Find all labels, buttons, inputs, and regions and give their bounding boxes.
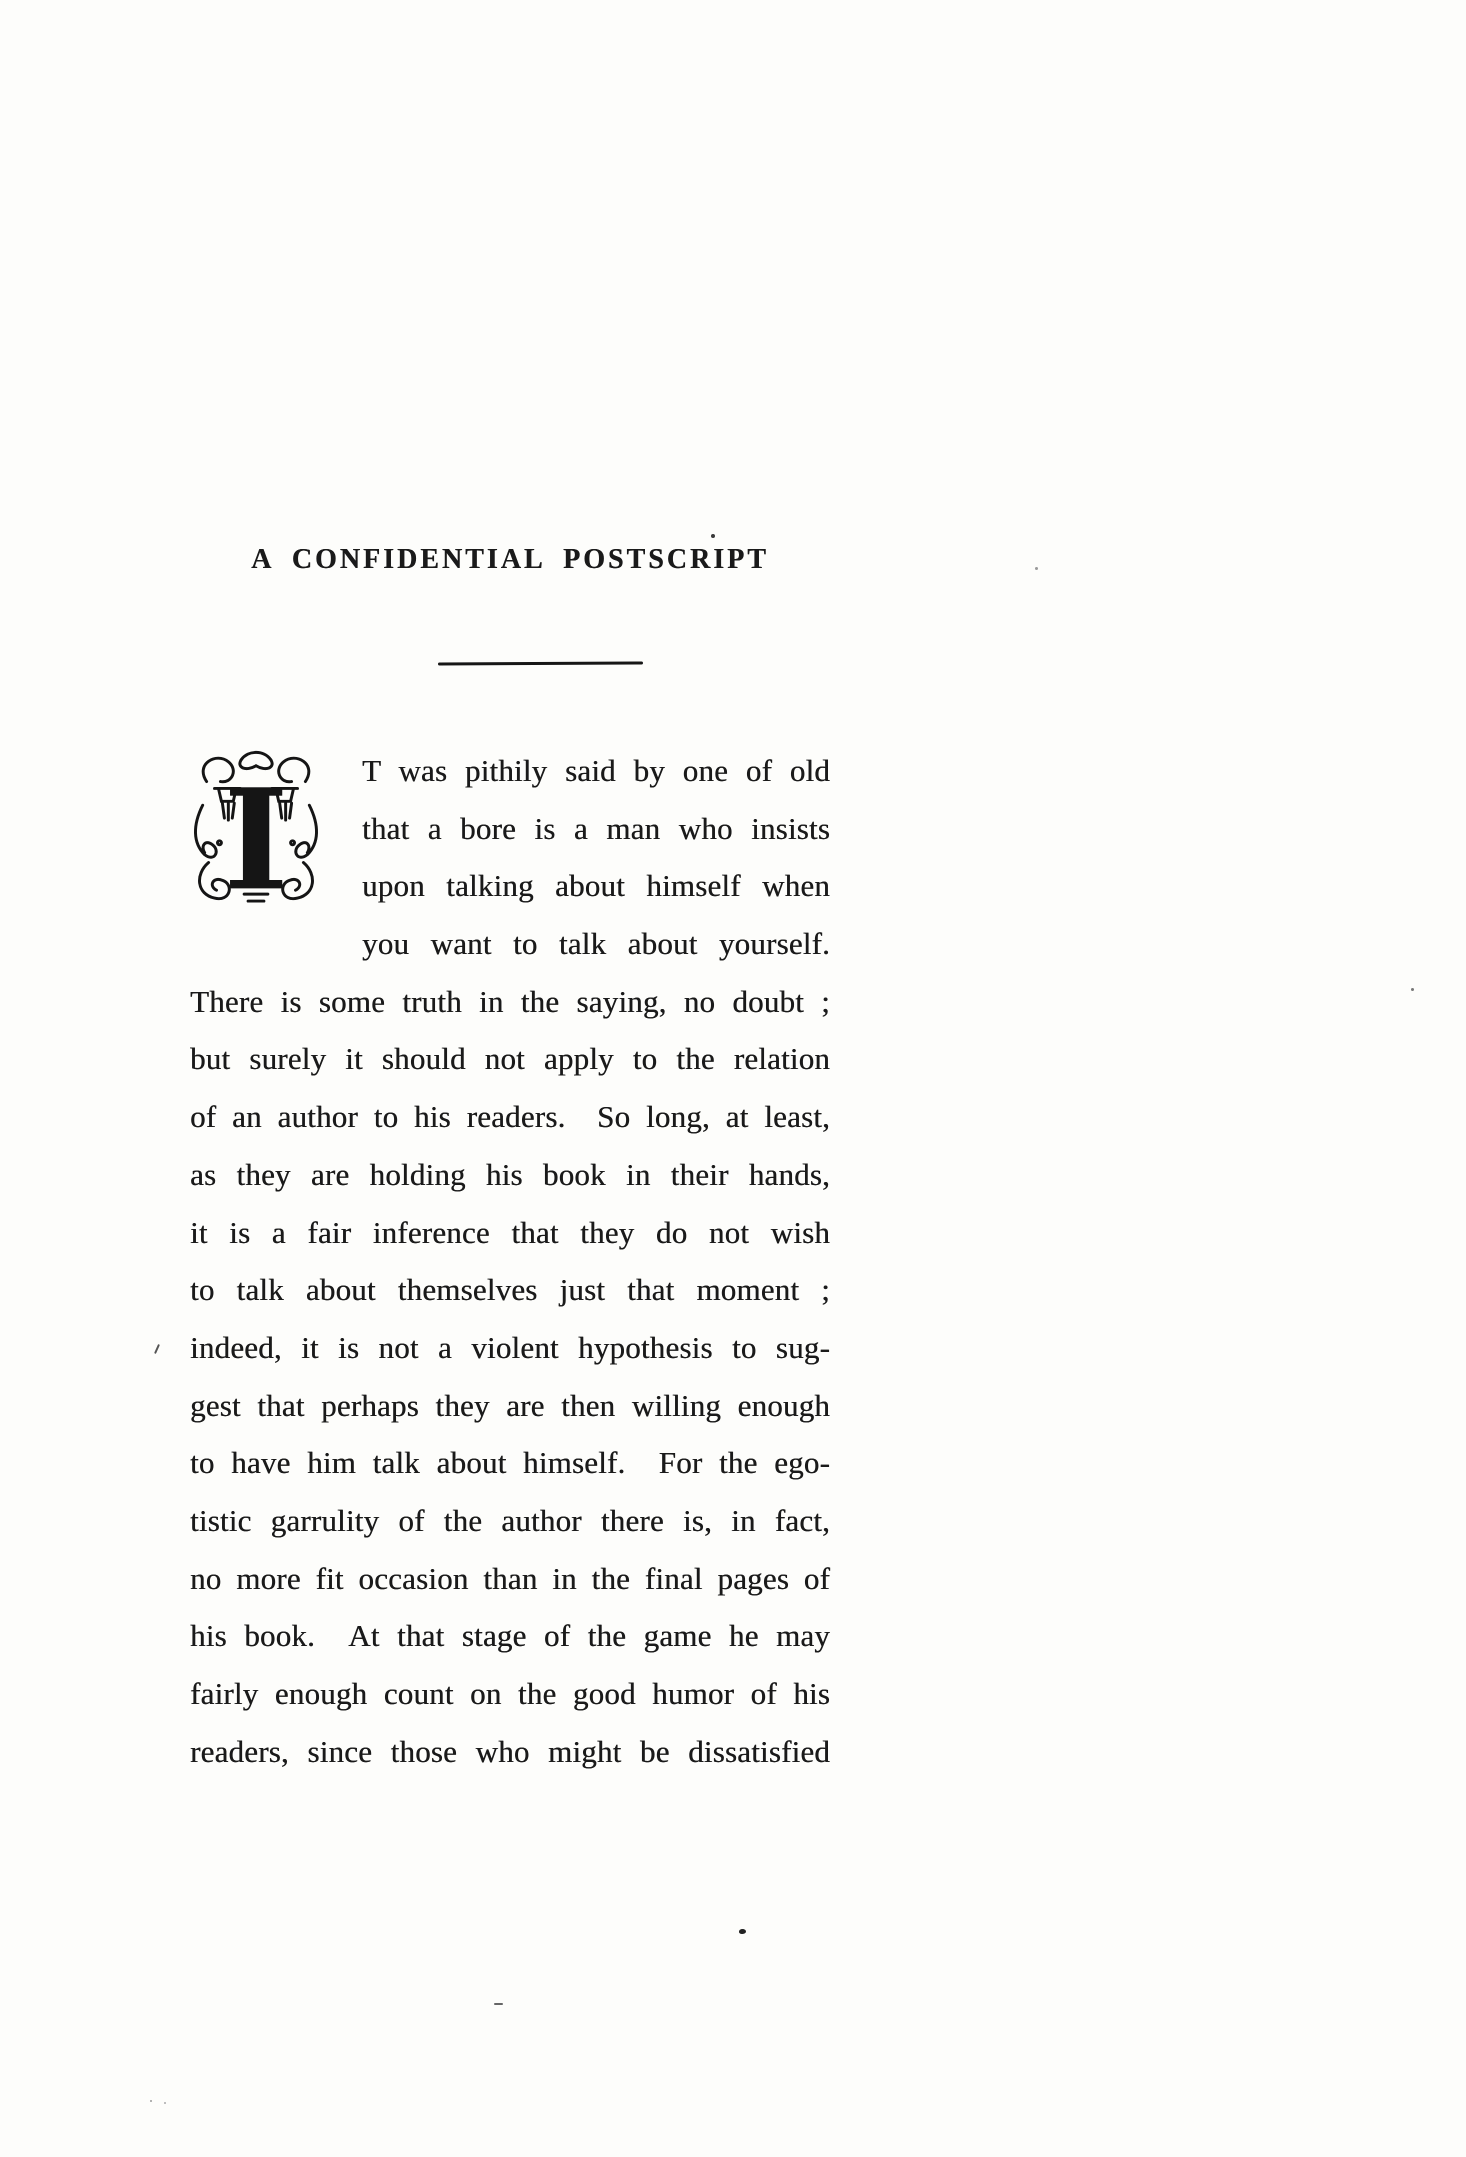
text-line: T was pithily said by one of old	[362, 753, 830, 788]
text-line: to talk about themselves just that moment ;	[190, 1272, 830, 1308]
scan-artifact	[1411, 988, 1414, 991]
text-line: no more fit occasion than in the final pages of	[190, 1560, 830, 1596]
scan-artifact	[154, 1344, 160, 1354]
scan-artifact	[739, 1929, 746, 1934]
scan-artifact	[1035, 567, 1038, 570]
text-line: to have him talk about himself. For the ego-	[190, 1445, 830, 1481]
chapter-title: A CONFIDENTIAL POSTSCRIPT	[251, 544, 769, 575]
text-line: upon talking about himself when	[362, 868, 830, 904]
scan-artifact	[711, 534, 715, 538]
text-line: but surely it should not apply to the relation	[190, 1041, 830, 1077]
text-line: fairly enough count on the good humor of his	[190, 1676, 830, 1711]
text-line: that a bore is a man who insists	[362, 810, 830, 846]
text-line: indeed, it is not a violent hypothesis to sug-	[190, 1329, 830, 1365]
drop-cap-letter: I	[223, 758, 289, 907]
text-line: tistic garrulity of the author there is, in fact,	[190, 1502, 830, 1538]
text-line: of an author to his readers. So long, at least,	[190, 1099, 830, 1135]
scan-artifact	[164, 2102, 166, 2104]
text-line: readers, since those who might be dissatisfied	[190, 1733, 830, 1769]
text-line: as they are holding his book in their hands,	[190, 1156, 830, 1192]
text-line: his book. At that stage of the game he may	[190, 1618, 830, 1654]
text-line: you want to talk about yourself.	[362, 926, 830, 962]
scan-artifact	[150, 2100, 152, 2102]
text-line: gest that perhaps they are then willing enough	[190, 1387, 830, 1423]
title-divider-rule	[438, 661, 643, 665]
text-line: There is some truth in the saying, no doubt ;	[190, 983, 830, 1019]
scan-artifact	[494, 2003, 503, 2005]
text-line: it is a fair inference that they do not wish	[190, 1214, 830, 1250]
drop-cap-ornament-engraving	[186, 744, 326, 907]
opening-paragraph	[190, 742, 830, 1780]
